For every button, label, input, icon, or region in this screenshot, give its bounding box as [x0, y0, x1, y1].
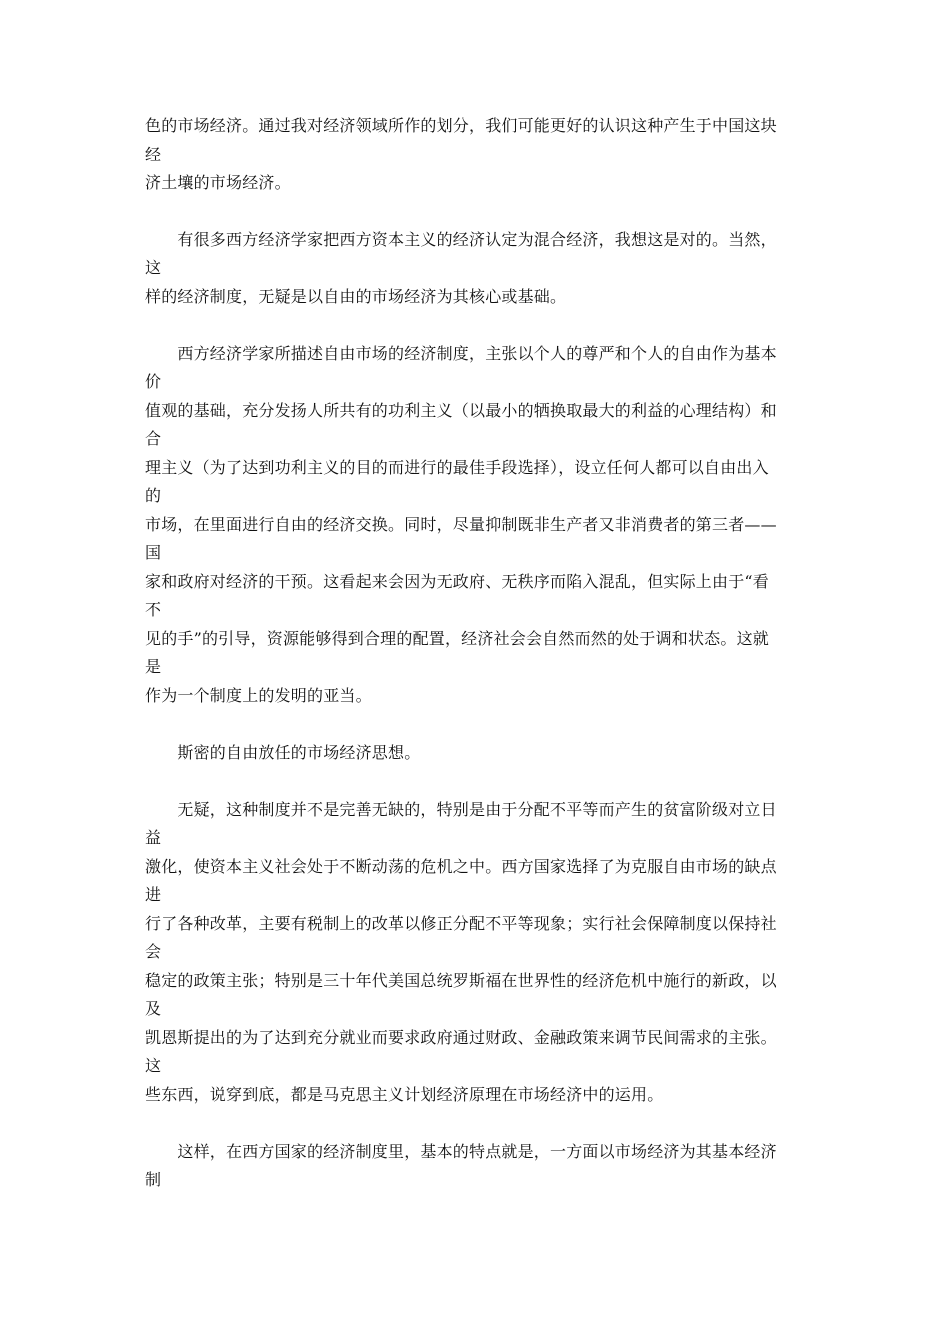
text-line: 凯恩斯提出的为了达到充分就业而要求政府通过财政、金融政策来调节民间需求的主张。	[145, 1028, 777, 1047]
text-line: 作为一个制度上的发明的亚当。	[145, 686, 372, 705]
text-line: 会	[145, 942, 162, 961]
text-line: 样的经济制度，无疑是以自由的市场经济为其核心或基础。	[145, 287, 567, 306]
text-line: 的	[145, 486, 162, 505]
text-line: 进	[145, 885, 162, 904]
text-line: 有很多西方经济学家把西方资本主义的经济认定为混合经济，我想这是对的。当然，	[145, 230, 777, 249]
text-line: 益	[145, 828, 162, 847]
text-line: 值观的基础，充分发扬人所共有的功利主义（以最小的牺换取最大的利益的心理结构）和	[145, 401, 777, 420]
text-line: 制	[145, 1170, 162, 1189]
text-line: 家和政府对经济的干预。这看起来会因为无政府、无秩序而陷入混乱，但实际上由于“看	[145, 572, 769, 591]
text-line: 是	[145, 657, 162, 676]
text-line: 这样，在西方国家的经济制度里，基本的特点就是，一方面以市场经济为其基本经济	[145, 1142, 777, 1161]
text-line: 市场，在里面进行自由的经济交换。同时，尽量抑制既非生产者又非消费者的第三者——	[145, 515, 777, 534]
text-line: 这	[145, 1056, 162, 1075]
text-line: 这	[145, 258, 162, 277]
text-line: 行了各种改革，主要有税制上的改革以修正分配不平等现象；实行社会保障制度以保持社	[145, 914, 777, 933]
text-line: 济土壤的市场经济。	[145, 173, 291, 192]
text-line: 价	[145, 372, 162, 391]
text-line: 些东西，说穿到底，都是马克思主义计划经济原理在市场经济中的运用。	[145, 1085, 664, 1104]
text-line: 斯密的自由放任的市场经济思想。	[145, 743, 421, 762]
text-line: 稳定的政策主张；特别是三十年代美国总统罗斯福在世界性的经济危机中施行的新政，以	[145, 971, 777, 990]
text-line: 理主义（为了达到功利主义的目的而进行的最佳手段选择），设立任何人都可以自由出入	[145, 458, 769, 477]
text-line: 合	[145, 429, 162, 448]
text-line: 无疑，这种制度并不是完善无缺的，特别是由于分配不平等而产生的贫富阶级对立日	[145, 800, 777, 819]
text-line: 及	[145, 999, 162, 1018]
text-line: 不	[145, 600, 162, 619]
text-line: 见的手”的引导，资源能够得到合理的配置，经济社会会自然而然的处于调和状态。这就	[145, 629, 769, 648]
text-line: 激化，使资本主义社会处于不断动荡的危机之中。西方国家选择了为克服自由市场的缺点	[145, 857, 777, 876]
text-line: 色的市场经济。通过我对经济领域所作的划分，我们可能更好的认识这种产生于中国这块	[145, 116, 777, 135]
text-line: 经	[145, 145, 162, 164]
text-line: 国	[145, 543, 162, 562]
text-line: 西方经济学家所描述自由市场的经济制度，主张以个人的尊严和个人的自由作为基本	[145, 344, 777, 363]
